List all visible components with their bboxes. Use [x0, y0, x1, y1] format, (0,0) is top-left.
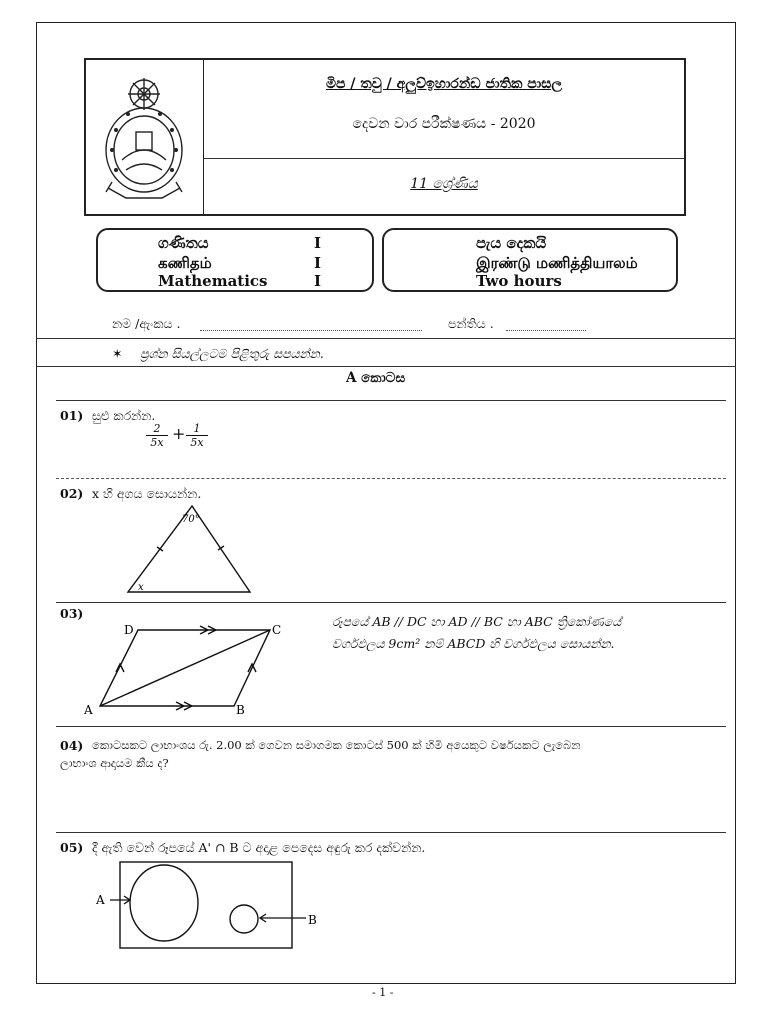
fraction: [146, 422, 168, 449]
question-text: කොටසකට ලාභාංශය රු. 2.00 ක් ගෙවන සමාගමක කොටස් 500 ක් හිමි අයෙකුට වර්ෂයකට ලැබෙන: [92, 738, 581, 752]
divider: [56, 832, 726, 833]
time-tamil: இரண்டு மணித்தியாலம்: [476, 254, 638, 272]
subject-name-sinhala: ගණිතය: [158, 234, 209, 252]
question-number: 05): [60, 840, 84, 855]
question-number: 01): [60, 408, 84, 423]
divider: [56, 400, 726, 401]
vertex-label: C: [272, 623, 282, 637]
fraction: [186, 422, 208, 449]
instruction: ප්‍රශ්න සියල්ලටම පිළිතුරු සපයන්න.: [140, 346, 324, 361]
name-label: නම /ඇංකය .: [112, 316, 181, 331]
vertex-label: B: [236, 703, 245, 717]
paper-number: I: [314, 272, 322, 290]
subject-box: [96, 228, 374, 292]
angle-label: 70°: [182, 514, 200, 525]
question-number: 04): [60, 738, 84, 753]
paper-number: I: [314, 254, 322, 272]
school-logo: [86, 60, 204, 214]
class-blank[interactable]: [506, 330, 586, 331]
section-title: A කොටස: [346, 370, 406, 386]
question-text: ලාභාංශ ආදායම කීය ද?: [60, 756, 169, 770]
question-text: රූපයේ AB // DC හා AD // BC හා ABC ත්‍රිකෝණයේ: [332, 614, 622, 629]
grade-label: 11 ශ්‍රේණිය: [410, 176, 478, 192]
vertex-label: D: [124, 623, 134, 637]
fraction-numerator: 2: [153, 422, 161, 435]
plus-sign: +: [172, 424, 186, 443]
triangle-diagram: [120, 500, 260, 600]
x-label: x: [138, 582, 144, 593]
page-number: - 1 -: [372, 986, 394, 999]
set-label: A: [96, 893, 105, 907]
question-number: 02): [60, 486, 84, 501]
instruction-bullet: ✶: [112, 346, 123, 361]
subject-name-english: Mathematics: [158, 272, 268, 290]
exam-title: දෙවන වාර පරීක්ෂණය - 2020: [352, 116, 536, 132]
fraction-denominator: 5x: [146, 435, 168, 449]
time-english: Two hours: [476, 272, 562, 290]
exam-header: [84, 58, 686, 216]
time-sinhala: පැය දෙකයි: [476, 234, 547, 252]
class-label: පන්තිය .: [448, 316, 494, 331]
venn-diagram: [92, 858, 332, 954]
divider: [56, 478, 726, 479]
vertex-label: A: [84, 703, 93, 717]
header-divider: [204, 158, 684, 159]
question-text: දී ඇති වෙන් රූපයේ A' ∩ B ට අදාළ පෙදෙස අඳුරු කර දක්වන්න.: [92, 840, 426, 855]
paper-number: I: [314, 234, 322, 252]
question-text: වර්ගඵලය 9cm² නම් ABCD හි වර්ගඵලය සොයන්න.: [332, 636, 615, 651]
divider: [36, 366, 736, 367]
time-box: [382, 228, 678, 292]
fraction-denominator: 5x: [186, 435, 208, 449]
parallelogram-diagram: [80, 616, 300, 720]
subject-name-tamil: கணிதம்: [158, 254, 212, 272]
name-blank[interactable]: [200, 330, 422, 331]
question-text: x හි අගය සොයන්න.: [92, 486, 202, 501]
set-label: B: [308, 913, 317, 927]
school-name: මිප / තවු / අලුව්ඉහාරන්ඩ ජාතික පාසල: [325, 76, 563, 92]
divider: [36, 338, 736, 339]
divider: [56, 602, 726, 603]
fraction-numerator: 1: [193, 422, 201, 435]
question-text: සුළු කරන්න.: [92, 408, 156, 423]
divider: [56, 726, 726, 727]
question-number: 03): [60, 606, 84, 621]
